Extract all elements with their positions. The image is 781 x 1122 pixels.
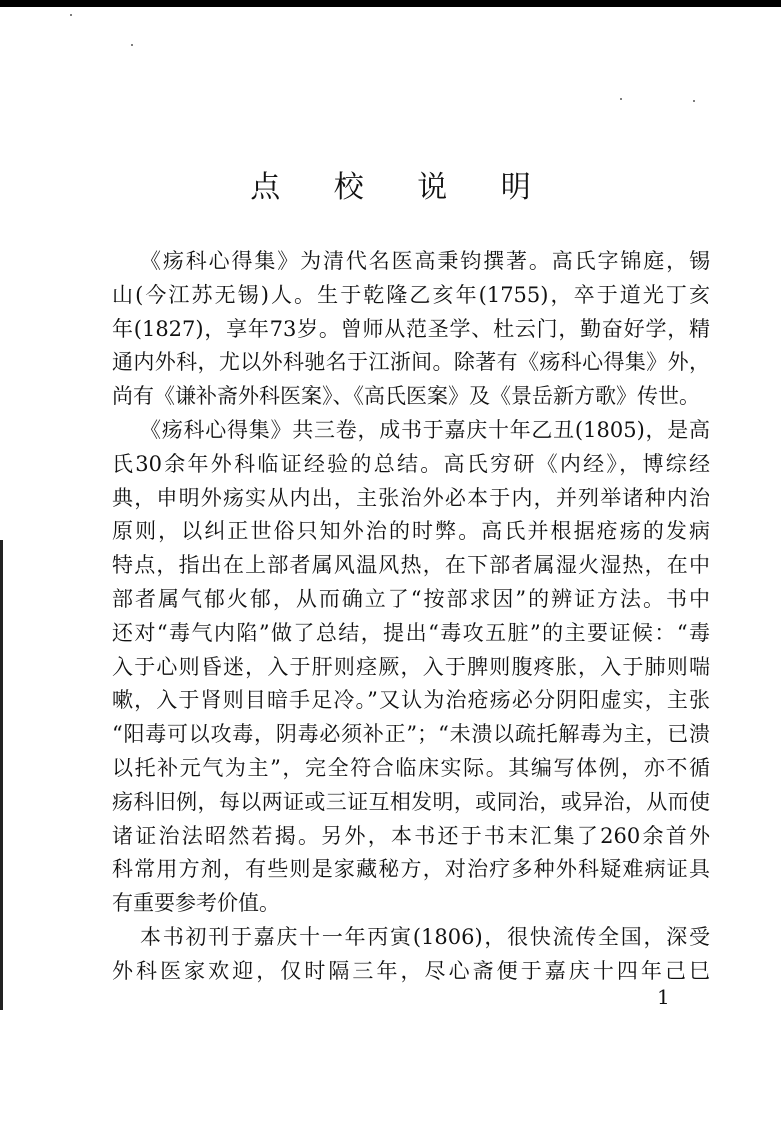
- paragraph: [112, 245, 710, 414]
- scan-left-edge: [0, 540, 3, 1010]
- scan-top-border: [0, 0, 781, 7]
- text-line: 还对“毒气内陷”做了总结，提出“毒攻五脏”的主要证候：“毒: [112, 620, 710, 645]
- scan-speck: [693, 100, 695, 102]
- text-line: 外科医家欢迎，仅时隔三年，尽心斋便于嘉庆十四年己巳: [112, 958, 710, 983]
- document-body: [112, 245, 710, 989]
- paragraph: [112, 414, 710, 921]
- text-line: 特点，指出在上部者属风温风热，在下部者属湿火湿热，在中: [112, 553, 710, 578]
- text-line: 典，申明外疡实从内出，主张治外必本于内，并列举诸种内治: [112, 485, 710, 510]
- text-line: 尚有《谦补斋外科医案》、《高氏医案》及《景岳新方歌》传世。: [112, 384, 700, 409]
- scan-speck: [131, 44, 133, 46]
- text-line: 氏30余年外科临证经验的总结。高氏穷研《内经》，博综经: [112, 451, 710, 476]
- text-line: 入于心则昏迷，入于肝则痉厥，入于脾则腹疼胀，入于肺则喘: [112, 654, 710, 679]
- text-line: 有重要参考价值。: [112, 891, 280, 916]
- text-line: 山(今江苏无锡)人。生于乾隆乙亥年(1755)，卒于道光丁亥: [112, 282, 710, 307]
- text-line: 科常用方剂，有些则是家藏秘方，对治疗多种外科疑难病证具: [112, 857, 710, 882]
- scan-speck: [70, 14, 72, 16]
- text-line: 以托补元气为主”，完全符合临床实际。其编写体例，亦不循: [112, 755, 710, 780]
- text-line: “阳毒可以攻毒，阴毒必须补正”；“未溃以疏托解毒为主，已溃: [112, 722, 710, 747]
- text-line: 嗽，入于肾则目暗手足冷。”又认为治疮疡必分阴阳虚实，主张: [112, 688, 710, 713]
- page-number: 1: [657, 985, 670, 1009]
- text-line: 《疡科心得集》为清代名医高秉钧撰著。高氏字锦庭，锡: [140, 249, 710, 273]
- text-line: 疡科旧例，每以两证或三证互相发明，或同治，或异治，从而使: [112, 789, 710, 814]
- paragraph: [112, 921, 710, 989]
- text-line: 部者属气郁火郁，从而确立了“按部求因”的辨证方法。书中: [112, 586, 710, 611]
- scan-speck: [620, 98, 622, 100]
- text-line: 年(1827)，享年73岁。曾师从范圣学、杜云门，勤奋好学，精: [112, 316, 710, 341]
- page-title: 点 校 说 明: [250, 170, 553, 205]
- text-line: 通内外科，尤以外科驰名于江浙间。除著有《疡科心得集》外，: [112, 350, 710, 375]
- text-line: 诸证治法昭然若揭。另外，本书还于书末汇集了260余首外: [112, 823, 710, 848]
- text-line: 原则，以纠正世俗只知外治的时弊。高氏并根据疮疡的发病: [112, 519, 710, 544]
- text-line: 《疡科心得集》共三卷，成书于嘉庆十年乙丑(1805)，是高: [140, 417, 710, 442]
- text-line: 本书初刊于嘉庆十一年丙寅(1806)，很快流传全国，深受: [140, 924, 710, 949]
